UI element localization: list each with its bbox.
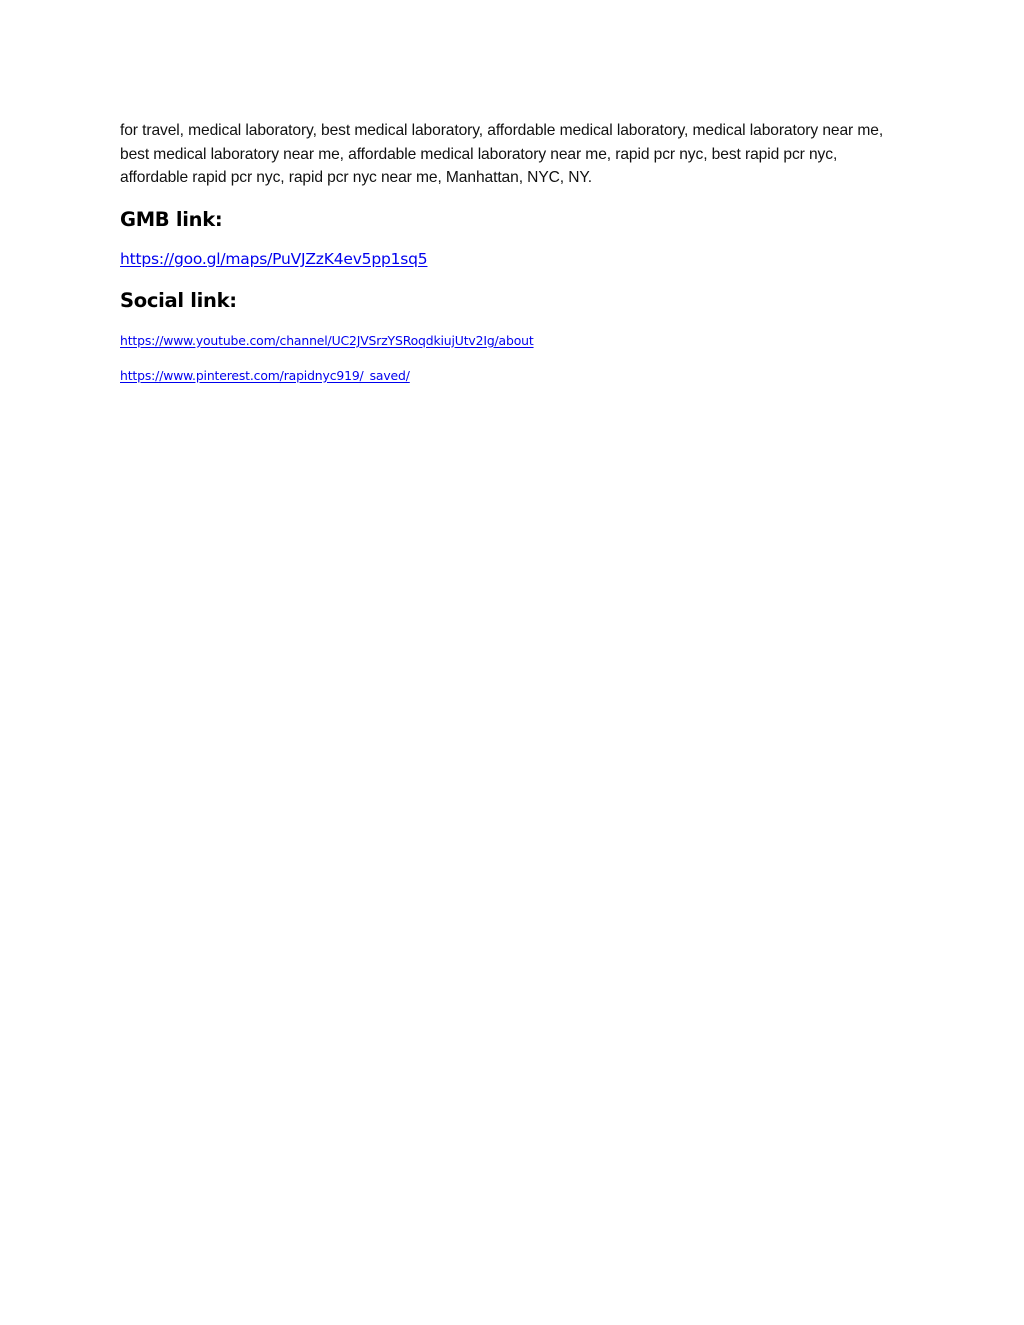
gmb-link[interactable]: https://goo.gl/maps/PuVJZzK4ev5pp1sq5 bbox=[120, 249, 428, 268]
pinterest-link[interactable]: https://www.pinterest.com/rapidnyc919/_saved/ bbox=[120, 367, 410, 383]
youtube-link[interactable]: https://www.youtube.com/channel/UC2JVSrzYSRoqdkiujUtv2Ig/about bbox=[120, 332, 534, 348]
document-body bbox=[120, 119, 900, 385]
social-heading: Social link: bbox=[120, 288, 237, 312]
gmb-heading: GMB link: bbox=[120, 207, 223, 231]
keywords-paragraph: for travel, medical laboratory, best medical laboratory, affordable medical laboratory, medical laboratory near me, best medical laboratory near me, affordable medical laboratory near me, rapid pcr nyc, best rapid pcr nyc, affordable rapid pcr nyc, rapid pcr nyc near me, Manhattan, NYC, NY. bbox=[120, 122, 884, 186]
youtube-link-row bbox=[120, 332, 900, 350]
gmb-link-row bbox=[120, 250, 900, 269]
pinterest-link-row bbox=[120, 367, 900, 385]
